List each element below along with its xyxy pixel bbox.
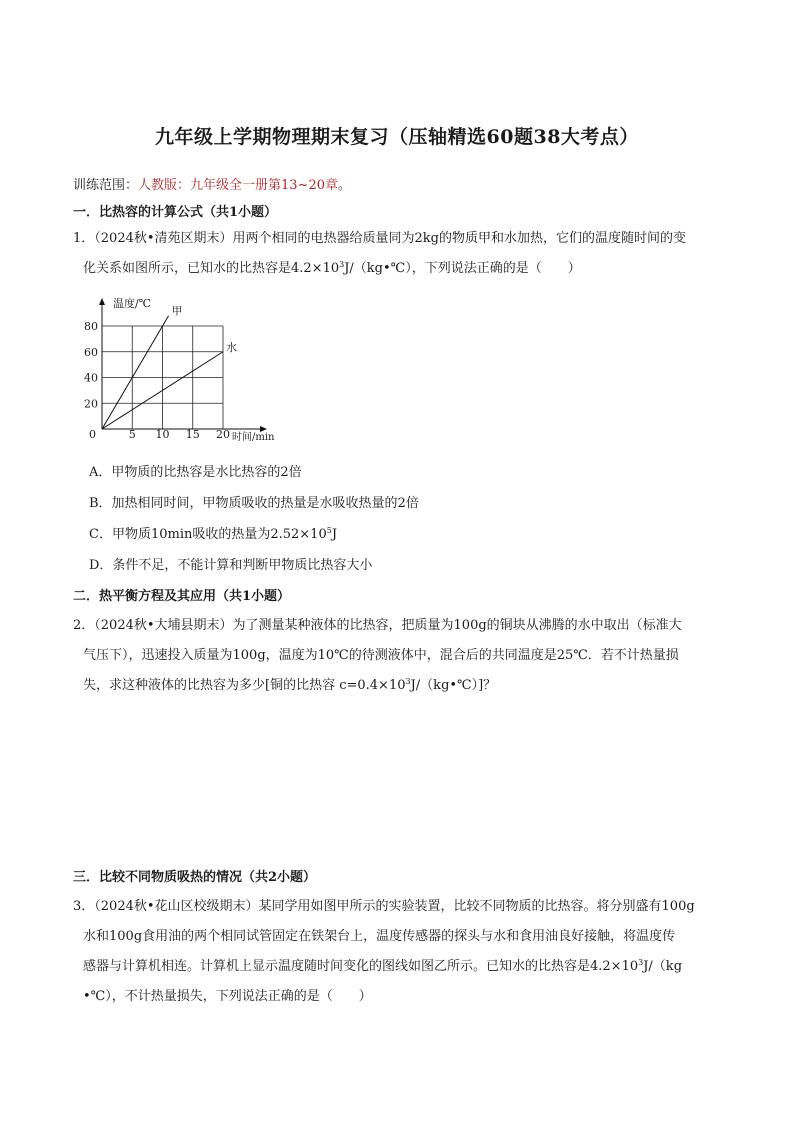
y-tick-label-2: 60 (84, 345, 98, 359)
chart-y-axis-label: 温度/℃ (113, 297, 152, 310)
option-c-text: C．甲物质10min吸收的热量为2.52×10 (89, 527, 327, 542)
section-heading-2: 二．热平衡方程及其应用（共1小题） (73, 589, 291, 604)
question-2-line-3a: 失，求这种液体的比热容为多少[铜的比热容 c=0.4×10 (83, 678, 406, 693)
chart-grid (102, 326, 223, 429)
series-label-0: 甲 (171, 304, 183, 318)
question-3-line-3 (73, 952, 723, 982)
question-2-superscript: 3 (405, 677, 411, 686)
option-c-unit: J (331, 527, 338, 542)
question-3-line-3a: 感器与计算机相连。计算机上显示温度随时间变化的图线如图乙所示。已知水的比热容是4.2×10 (83, 959, 639, 974)
question-3-line-3b: J/（kg (643, 959, 683, 974)
scope-end: 。 (338, 178, 352, 193)
question-1-superscript: 3 (339, 260, 345, 269)
y-tick-label-3: 80 (84, 320, 98, 333)
chart-x-axis-label: 时间/min (232, 432, 275, 443)
question-3 (73, 892, 723, 1012)
question-1-option-b: B．加热相同时间，甲物质吸收的热量是水吸收热量的2倍 (89, 496, 419, 511)
question-1-option-d: D．条件不足，不能计算和判断甲物质比热容大小 (89, 558, 373, 573)
option-c-superscript: 5 (326, 526, 332, 535)
chart-series (102, 305, 237, 429)
question-2-line-3b: J/（kg•℃）]？ (410, 678, 497, 693)
question-3-line-1: 3．（2024秋•花山区校级期末）某同学用如图甲所示的实验装置，比较不同物质的比热容。将分别盛有100g (73, 899, 695, 914)
x-tick-label-0: 0 (89, 428, 96, 441)
question-1-line-2 (73, 254, 723, 284)
question-1-option-a: A．甲物质的比热容是水比热容的2倍 (89, 465, 302, 480)
question-2-line-1: 2．（2024秋•大埔县期末）为了测量某种液体的比热容，把质量为100g的铜块从沸腾的水中取出（标准大 (73, 618, 682, 633)
series-label-1: 水 (226, 340, 237, 354)
question-3-superscript: 3 (638, 958, 644, 967)
section-heading-3: 三．比较不同物质吸热的情况（共2小题） (73, 870, 317, 885)
scope-value: 人教版：九年级全一册第13~20章 (138, 178, 338, 193)
page-title: 九年级上学期物理期末复习（压轴精选60题38大考点） (155, 126, 639, 148)
x-tick-label-2: 10 (155, 428, 170, 441)
series-line-0 (102, 316, 169, 429)
question-1-line-2b: J/（kg•℃），下列说法正确的是（ ） (344, 261, 581, 276)
question-1-line-1: 1．（2024秋•清苑区期末）用两个相同的电热器给质量同为2kg的物质甲和水加热，它们的温度随时间的变 (73, 231, 686, 246)
question-3-line-4: •℃），不计热量损失，下列说法正确的是（ ） (83, 989, 372, 1004)
y-axis-arrow (99, 298, 105, 305)
section-heading-1: 一．比热容的计算公式（共1小题） (73, 205, 278, 220)
question-1 (73, 224, 723, 284)
scope-label: 训练范围： (73, 178, 139, 193)
question-2-line-2: 气压下），迅速投入质量为100g，温度为10℃的待测液体中，混合后的共同温度是25℃．若不计热量损 (83, 648, 679, 663)
y-tick-label-1: 40 (84, 371, 98, 385)
x-tick-label-1: 5 (128, 428, 136, 441)
training-scope (73, 174, 351, 193)
y-tick-label-0: 20 (84, 397, 98, 411)
x-tick-label-4: 20 (216, 428, 230, 441)
question-2-line-3 (73, 671, 723, 701)
chart-axes (99, 298, 267, 432)
question-1-line-2a: 化关系如图所示，已知水的比热容是4.2×10 (83, 261, 340, 276)
x-tick-label-3: 15 (185, 428, 200, 441)
question-2 (73, 611, 723, 701)
temperature-time-chart (86, 296, 286, 446)
question-1-option-c (89, 523, 337, 542)
question-3-line-2: 水和100g食用油的两个相同试管固定在铁架台上，温度传感器的探头与水和食用油良好接触，将温度传 (83, 929, 676, 944)
